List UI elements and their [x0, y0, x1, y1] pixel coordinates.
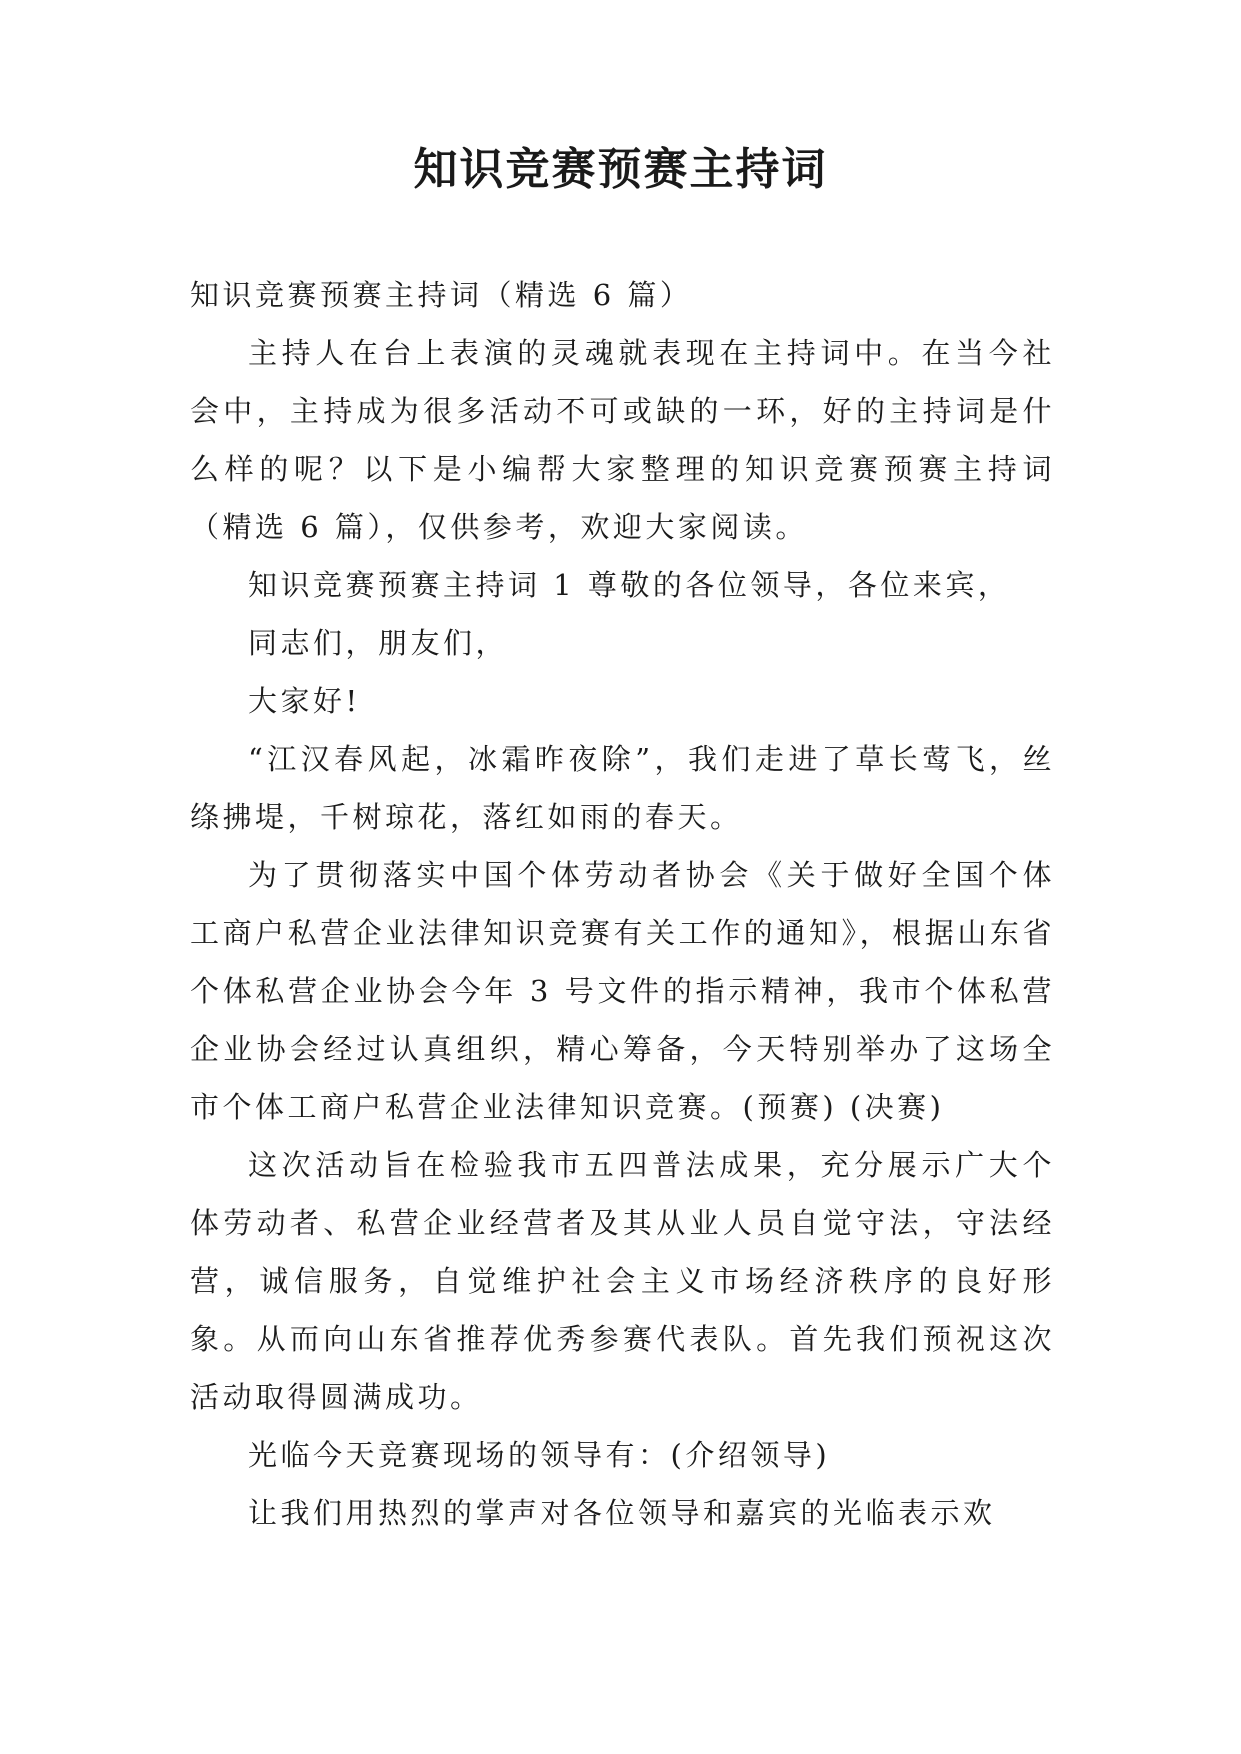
paragraph-spring: “江汉春风起，冰霜昨夜除”，我们走进了草长莺飞，丝绦拂堤，千树琼花，落红如雨的春天。 — [190, 742, 1055, 834]
paragraph-intro: 主持人在台上表演的灵魂就表现在主持词中。在当今社会中，主持成为很多活动不可或缺的一环，好的主持词是什么样的呢？以下是小编帮大家整理的知识竞赛预赛主持词（精选 6 篇），仅供参考，欢迎大家阅读。 — [190, 336, 1055, 544]
paragraph-greeting-2: 同志们，朋友们， — [248, 626, 509, 660]
paragraph-greeting-1: 知识竞赛预赛主持词 1 尊敬的各位领导，各位来宾， — [248, 568, 1011, 602]
paragraph-subtitle: 知识竞赛预赛主持词（精选 6 篇） — [190, 278, 693, 312]
document-body — [190, 266, 1055, 1542]
paragraph-leaders: 光临今天竞赛现场的领导有：(介绍领导) — [248, 1438, 831, 1472]
document-title: 知识竞赛预赛主持词 — [413, 144, 828, 195]
paragraph-aim: 这次活动旨在检验我市五四普法成果，充分展示广大个体劳动者、私营企业经营者及其从业人员自觉守法，守法经营，诚信服务，自觉维护社会主义市场经济秩序的良好形象。从而向山东省推荐优秀参赛代表队。首先我们预祝这次活动取得圆满成功。 — [190, 1148, 1055, 1414]
paragraph-applause: 让我们用热烈的掌声对各位领导和嘉宾的光临表示欢 — [248, 1496, 996, 1530]
paragraph-purpose: 为了贯彻落实中国个体劳动者协会《关于做好全国个体工商户私营企业法律知识竞赛有关工作的通知》，根据山东省个体私营企业协会今年 3 号文件的指示精神，我市个体私营企业协会经过认真组织，精心筹备，今天特别举办了这场全市个体工商户私营企业法律知识竞赛。(预赛) (决赛) — [190, 858, 1055, 1124]
paragraph-greeting-3: 大家好! — [248, 684, 361, 718]
